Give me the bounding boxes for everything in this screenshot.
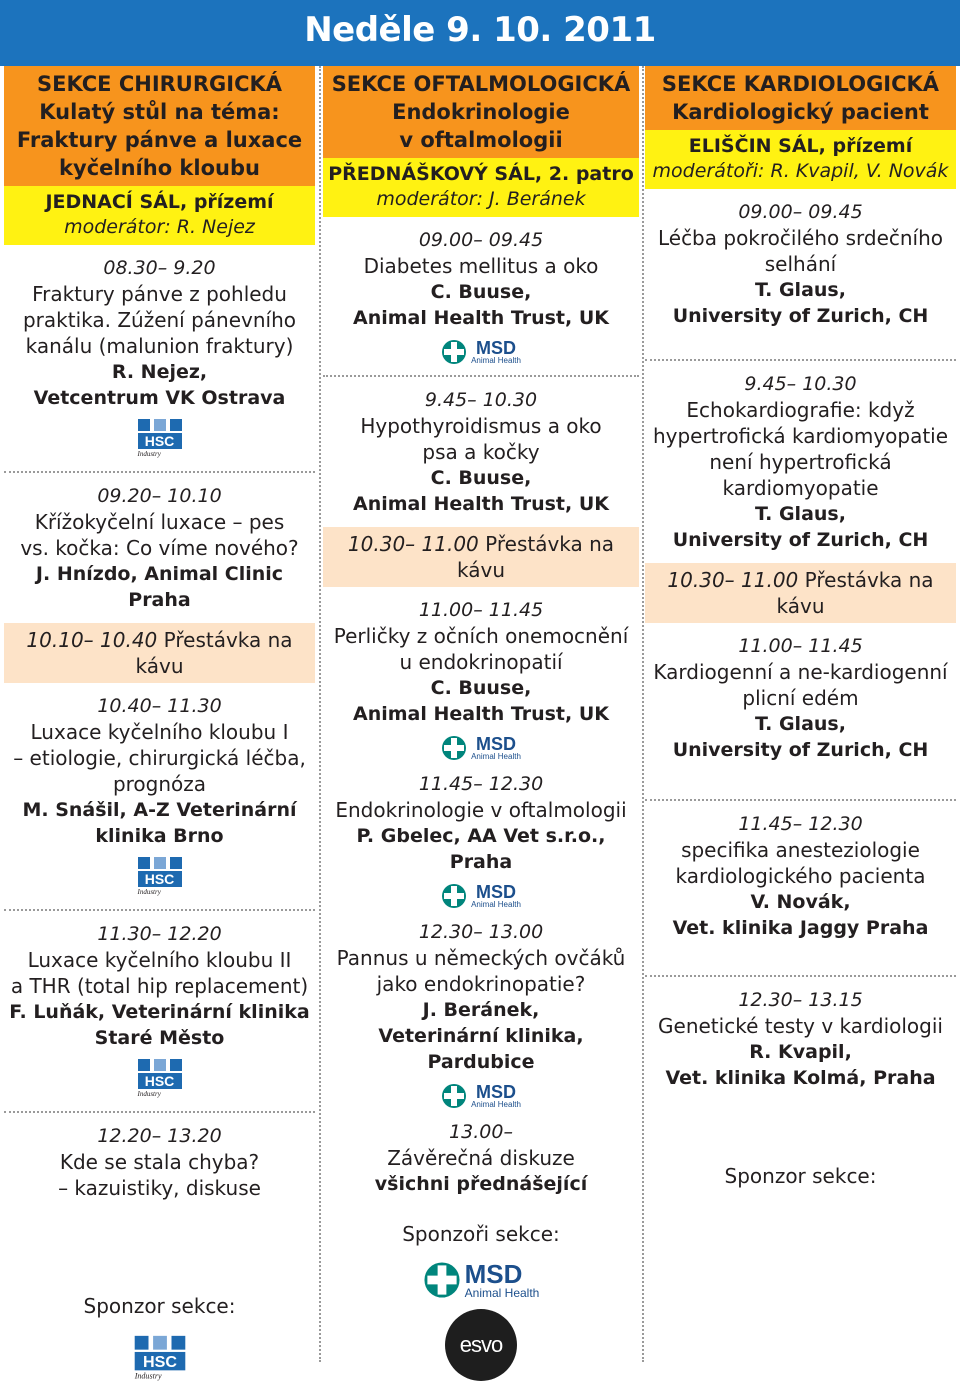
talk-item: 9.45– 10.30 Hypothyroidismus a oko psa a kočky C. Buuse, Animal Health Trust, UK [353, 389, 609, 515]
talk-item: 12.30– 13.00 Pannus u německých ovčáků jako endokrinopatie? J. Beránek, Veterinární klinika, Pardubice MSD Animal Health [336, 921, 626, 1109]
talk-item: 10.40– 11.30 Luxace kyčelního kloubu I – etiologie, chirurgická léčba, prognóza M. Snášil, A-Z Veterinární klinika Brno HSC Industry [4, 683, 315, 899]
moderator: moderátor: J. Beránek [376, 188, 586, 210]
talk-item: 11.30– 12.20 Luxace kyčelního kloubu II a THR (total hip replacement) F. Luňák, Veterinární klinika Staré Město HSC Industry [4, 911, 315, 1101]
talk-item: 11.45– 12.30 specifika anesteziologie kardiologického pacienta V. Novák, Vet. klinika Jaggy Praha [672, 813, 929, 939]
column-cardiology [645, 66, 956, 1362]
msd-cross-icon [441, 883, 467, 909]
hsc-logo: HSC Industry [138, 419, 182, 461]
msd-logo: MSD Animal Health [441, 735, 521, 761]
sponsor-label: Sponzor sekce: [83, 1294, 236, 1318]
coffee-break: 10.30– 11.00 Přestávka na kávu [323, 527, 639, 587]
msd-logo: MSD Animal Health [441, 339, 521, 365]
msd-logo: MSD Animal Health [441, 883, 521, 909]
msd-cross-icon [441, 735, 467, 761]
moderator: moderátor: R. Nejez [64, 216, 255, 238]
room-info [645, 130, 956, 189]
msd-cross-icon [423, 1261, 461, 1299]
hsc-logo: HSC Industry [138, 1059, 182, 1101]
msd-cross-icon [441, 339, 467, 365]
sponsor-label: Sponzoři sekce: [402, 1222, 560, 1246]
room-info [323, 158, 639, 217]
header-band [0, 0, 960, 66]
talk-item: 09.00– 09.45 Diabetes mellitus a oko C. Buuse, Animal Health Trust, UK MSD Animal Health [353, 229, 609, 365]
coffee-break: 10.30– 11.00 Přestávka na kávu [645, 563, 956, 623]
column-divider [642, 66, 644, 1362]
sponsor-label: Sponzor sekce: [724, 1164, 877, 1188]
section-header: SEKCE CHIRURGICKÁ Kulatý stůl na téma: Fraktury pánve a luxace kyčelního kloubu [4, 66, 315, 186]
section-header: SEKCE KARDIOLOGICKÁ Kardiologický pacient [645, 66, 956, 130]
room-name: PŘEDNÁŠKOVÝ SÁL, 2. patro [328, 163, 634, 185]
coffee-break: 10.10– 10.40 Přestávka na kávu [4, 623, 315, 683]
room-info [4, 186, 315, 245]
talk-item: 9.45– 10.30 Echokardiografie: když hypertrofická kardiomyopatie není hypertrofická kardiomyopatie T. Glaus, University of Zurich, CH [652, 373, 949, 551]
msd-cross-icon [441, 1083, 467, 1109]
column-divider [319, 66, 321, 1362]
talk-item: 12.20– 13.20 Kde se stala chyba? – kazuistiky, diskuse [58, 1125, 261, 1200]
talk-item: 11.00– 11.45 Kardiogenní a ne-kardiogenní plicní edém T. Glaus, University of Zurich, CH [653, 635, 948, 761]
hsc-logo: HSC Industry [138, 857, 182, 899]
talk-item: 12.30– 13.15 Genetické testy v kardiologii R. Kvapil, Vet. klinika Kolmá, Praha [658, 989, 943, 1089]
page-title: Neděle 9. 10. 2011 [304, 10, 656, 50]
talk-item: 11.00– 11.45 Perličky z očních onemocnění u endokrinopatií C. Buuse, Animal Health Trust, UK MSD Animal Health [333, 599, 629, 761]
msd-logo: MSD Animal Health [441, 1083, 521, 1109]
hsc-sponsor-logo: HSC Industry [134, 1336, 185, 1384]
talk-item: 09.20– 10.10 Křížokyčelní luxace – pes vs. kočka: Co víme nového? J. Hnízdo, Animal Clinic Praha [20, 485, 299, 611]
room-name: JEDNACÍ SÁL, přízemí [45, 191, 274, 213]
esvo-logo: esvo [445, 1309, 517, 1381]
talk-item: 09.00– 09.45 Léčba pokročilého srdečního selhání T. Glaus, University of Zurich, CH [657, 201, 944, 327]
column-surgery [4, 66, 315, 1381]
column-ophthalmology [323, 66, 639, 1362]
room-name: ELIŠČIN SÁL, přízemí [688, 135, 913, 157]
moderator: moderátoři: R. Kvapil, V. Novák [652, 160, 949, 182]
talk-item: 13.00– Závěrečná diskuze všichni přednášející [374, 1121, 588, 1195]
msd-sponsor-logo: MSD Animal Health [423, 1261, 540, 1299]
talk-item: 11.45– 12.30 Endokrinologie v oftalmologii P. Gbelec, AA Vet s.r.o., Praha MSD Animal Health [335, 773, 627, 909]
section-header: SEKCE OFTALMOLOGICKÁ Endokrinologie v oftalmologii [323, 66, 639, 158]
talk-item: 08.30– 9.20 Fraktury pánve z pohledu praktika. Zúžení pánevního kanálu (malunion fraktury) R. Nejez, Vetcentrum VK Ostrava HSC Industry [4, 245, 315, 461]
